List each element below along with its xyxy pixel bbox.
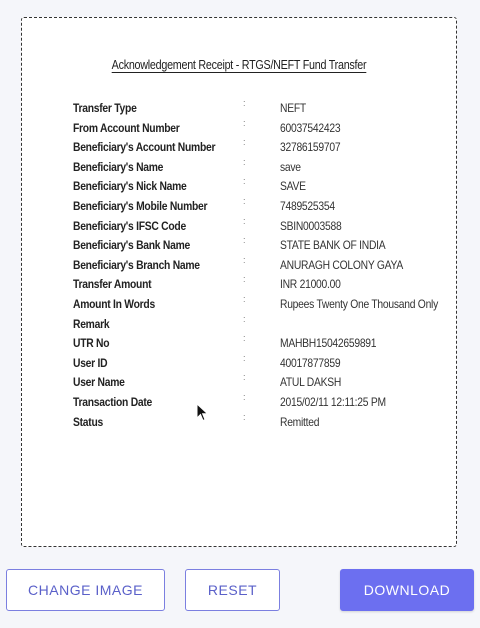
receipt-row-label: Amount In Words [73,296,155,311]
change-image-button[interactable]: CHANGE IMAGE [6,569,165,611]
receipt-row [73,315,433,335]
receipt-row-label: Transfer Amount [73,277,152,292]
receipt-row-label: Remark [73,316,110,331]
receipt-row [73,413,433,433]
receipt-row-value: 40017877859 [280,355,341,370]
receipt-row-separator: : [243,391,246,402]
receipt-row-value: 7489525354 [280,198,335,213]
mouse-pointer-icon [196,403,210,423]
receipt-row [73,158,433,178]
receipt-row-value: SBIN0003588 [280,218,342,233]
receipt-row-separator: : [243,117,246,128]
receipt-row [73,99,433,119]
receipt-row-separator: : [243,411,246,422]
receipt-row [73,373,433,393]
receipt-row-label: Beneficiary's Mobile Number [73,198,208,213]
receipt-row-label: Beneficiary's IFSC Code [73,218,186,233]
receipt-row-value: MAHBH15042659891 [280,336,377,351]
receipt-row-label: User ID [73,355,108,370]
receipt-row [73,217,433,237]
receipt-row-separator: : [243,137,246,148]
receipt-row-separator: : [243,156,246,167]
receipt-title-text: Acknowledgement Receipt - RTGS/NEFT Fund Transfer [111,58,367,72]
receipt-row [73,119,433,139]
receipt-row-value: 60037542423 [280,120,341,135]
receipt-row-separator: : [243,313,246,324]
receipt-row-value: save [280,159,301,174]
receipt-row-label: User Name [73,375,125,390]
receipt-row-label: Transfer Type [73,101,137,115]
receipt-row-value: Remitted [280,414,320,429]
receipt-row-value: STATE BANK OF INDIA [280,238,386,253]
receipt-row-separator: : [243,215,246,226]
receipt-row-label: Status [73,414,103,429]
receipt-row-label: Beneficiary's Account Number [73,140,216,155]
receipt-row-value: INR 21000.00 [280,277,341,292]
receipt-row-value: ATUL DAKSH [280,375,342,390]
image-preview-frame [21,17,457,547]
receipt-row-label: Beneficiary's Branch Name [73,257,200,272]
receipt-row [73,293,438,315]
receipt-row-value: NEFT [280,101,306,115]
receipt-row [73,393,433,413]
receipt-row-separator: : [243,254,246,265]
receipt-row-label: Beneficiary's Nick Name [73,179,187,194]
receipt-row-separator: : [243,352,246,363]
receipt-row [73,138,433,158]
receipt-row-label: Beneficiary's Bank Name [73,238,190,253]
receipt-row-value: 32786159707 [280,140,341,155]
receipt-row [73,236,433,256]
receipt-row-label: Transaction Date [73,394,153,409]
receipt-row-label: UTR No [73,336,110,351]
receipt-row [73,177,433,197]
receipt-row-value: 2015/02/11 12:11:25 PM [280,394,386,409]
receipt-row-separator: : [243,372,246,383]
receipt-row-separator: : [243,195,246,206]
receipt-title [52,58,425,72]
receipt-row [73,275,433,295]
receipt-row-value: ANURAGH COLONY GAYA [280,257,403,272]
download-button[interactable]: DOWNLOAD [340,569,474,611]
receipt-row-separator: : [243,98,246,108]
receipt-row [73,334,433,354]
receipt-row-value: SAVE [280,179,306,194]
receipt-row-label: From Account Number [73,120,180,135]
receipt-row-label: Beneficiary's Name [73,159,164,174]
receipt-row-separator: : [243,176,246,187]
receipt-row [73,197,433,217]
receipt-row [73,354,433,374]
receipt-details [73,98,438,432]
receipt-row [73,256,433,276]
receipt-row-separator: : [243,333,246,344]
receipt-row-separator: : [243,274,246,285]
receipt-row-value: Rupees Twenty One Thousand Only [280,296,438,311]
receipt-row-separator: : [243,293,246,304]
reset-button[interactable]: RESET [185,569,280,611]
receipt-row-separator: : [243,235,246,246]
